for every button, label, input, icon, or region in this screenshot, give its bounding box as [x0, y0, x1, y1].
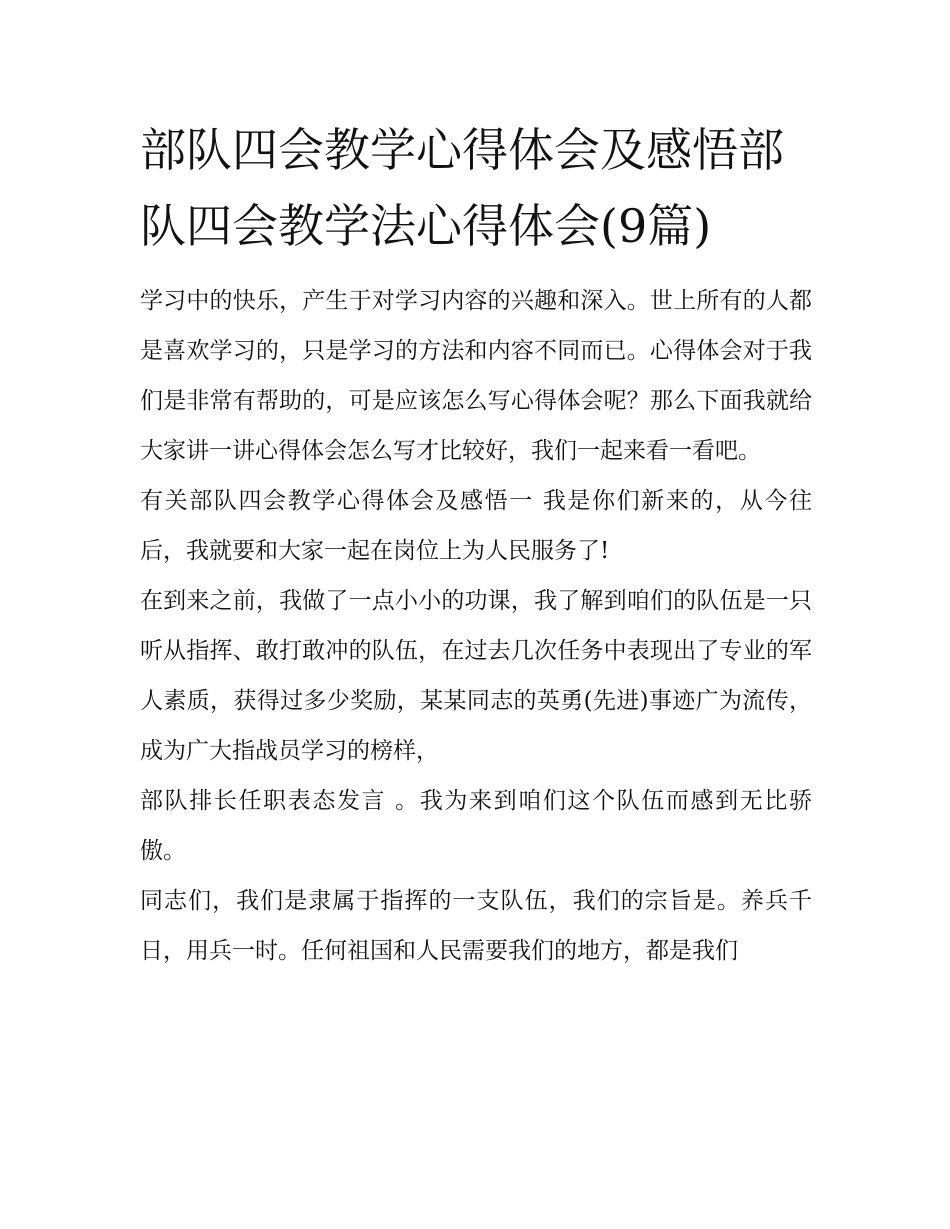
- document-title: 部队四会教学心得体会及感悟部队四会教学法心得体会(9篇): [140, 123, 784, 253]
- paragraph-preparation: 在到来之前，我做了一点小小的功课，我了解到咱们的队伍是一只听从指挥、敢打敢冲的队伍，在过去几次任务中表现出了专业的军人素质，获得过多少奖励，某某同志的英勇(先进)事迹广为流传，成为广大指战员学习的榜样，: [140, 588, 812, 764]
- paragraph-intro: 学习中的快乐，产生于对学习内容的兴趣和深入。世上所有的人都是喜欢学习的，只是学习的方法和内容不同而已。心得体会对于我们是非常有帮助的，可是应该怎么写心得体会呢？那么下面我就给大家讲一讲心得体会怎么写才比较好，我们一起来看一看吧。: [140, 288, 812, 464]
- paragraph-section-one: 有关部队四会教学心得体会及感悟一 我是你们新来的，从今往后，我就要和大家一起在岗位上为人民服务了!: [140, 488, 812, 564]
- paragraph-comrades: 同志们，我们是隶属于指挥的一支队伍，我们的宗旨是。养兵千日，用兵一时。任何祖国和人民需要我们的地方，都是我们: [140, 888, 812, 964]
- paragraph-speech: 部队排长任职表态发言 。我为来到咱们这个队伍而感到无比骄傲。: [140, 788, 812, 864]
- document-page: [140, 112, 812, 976]
